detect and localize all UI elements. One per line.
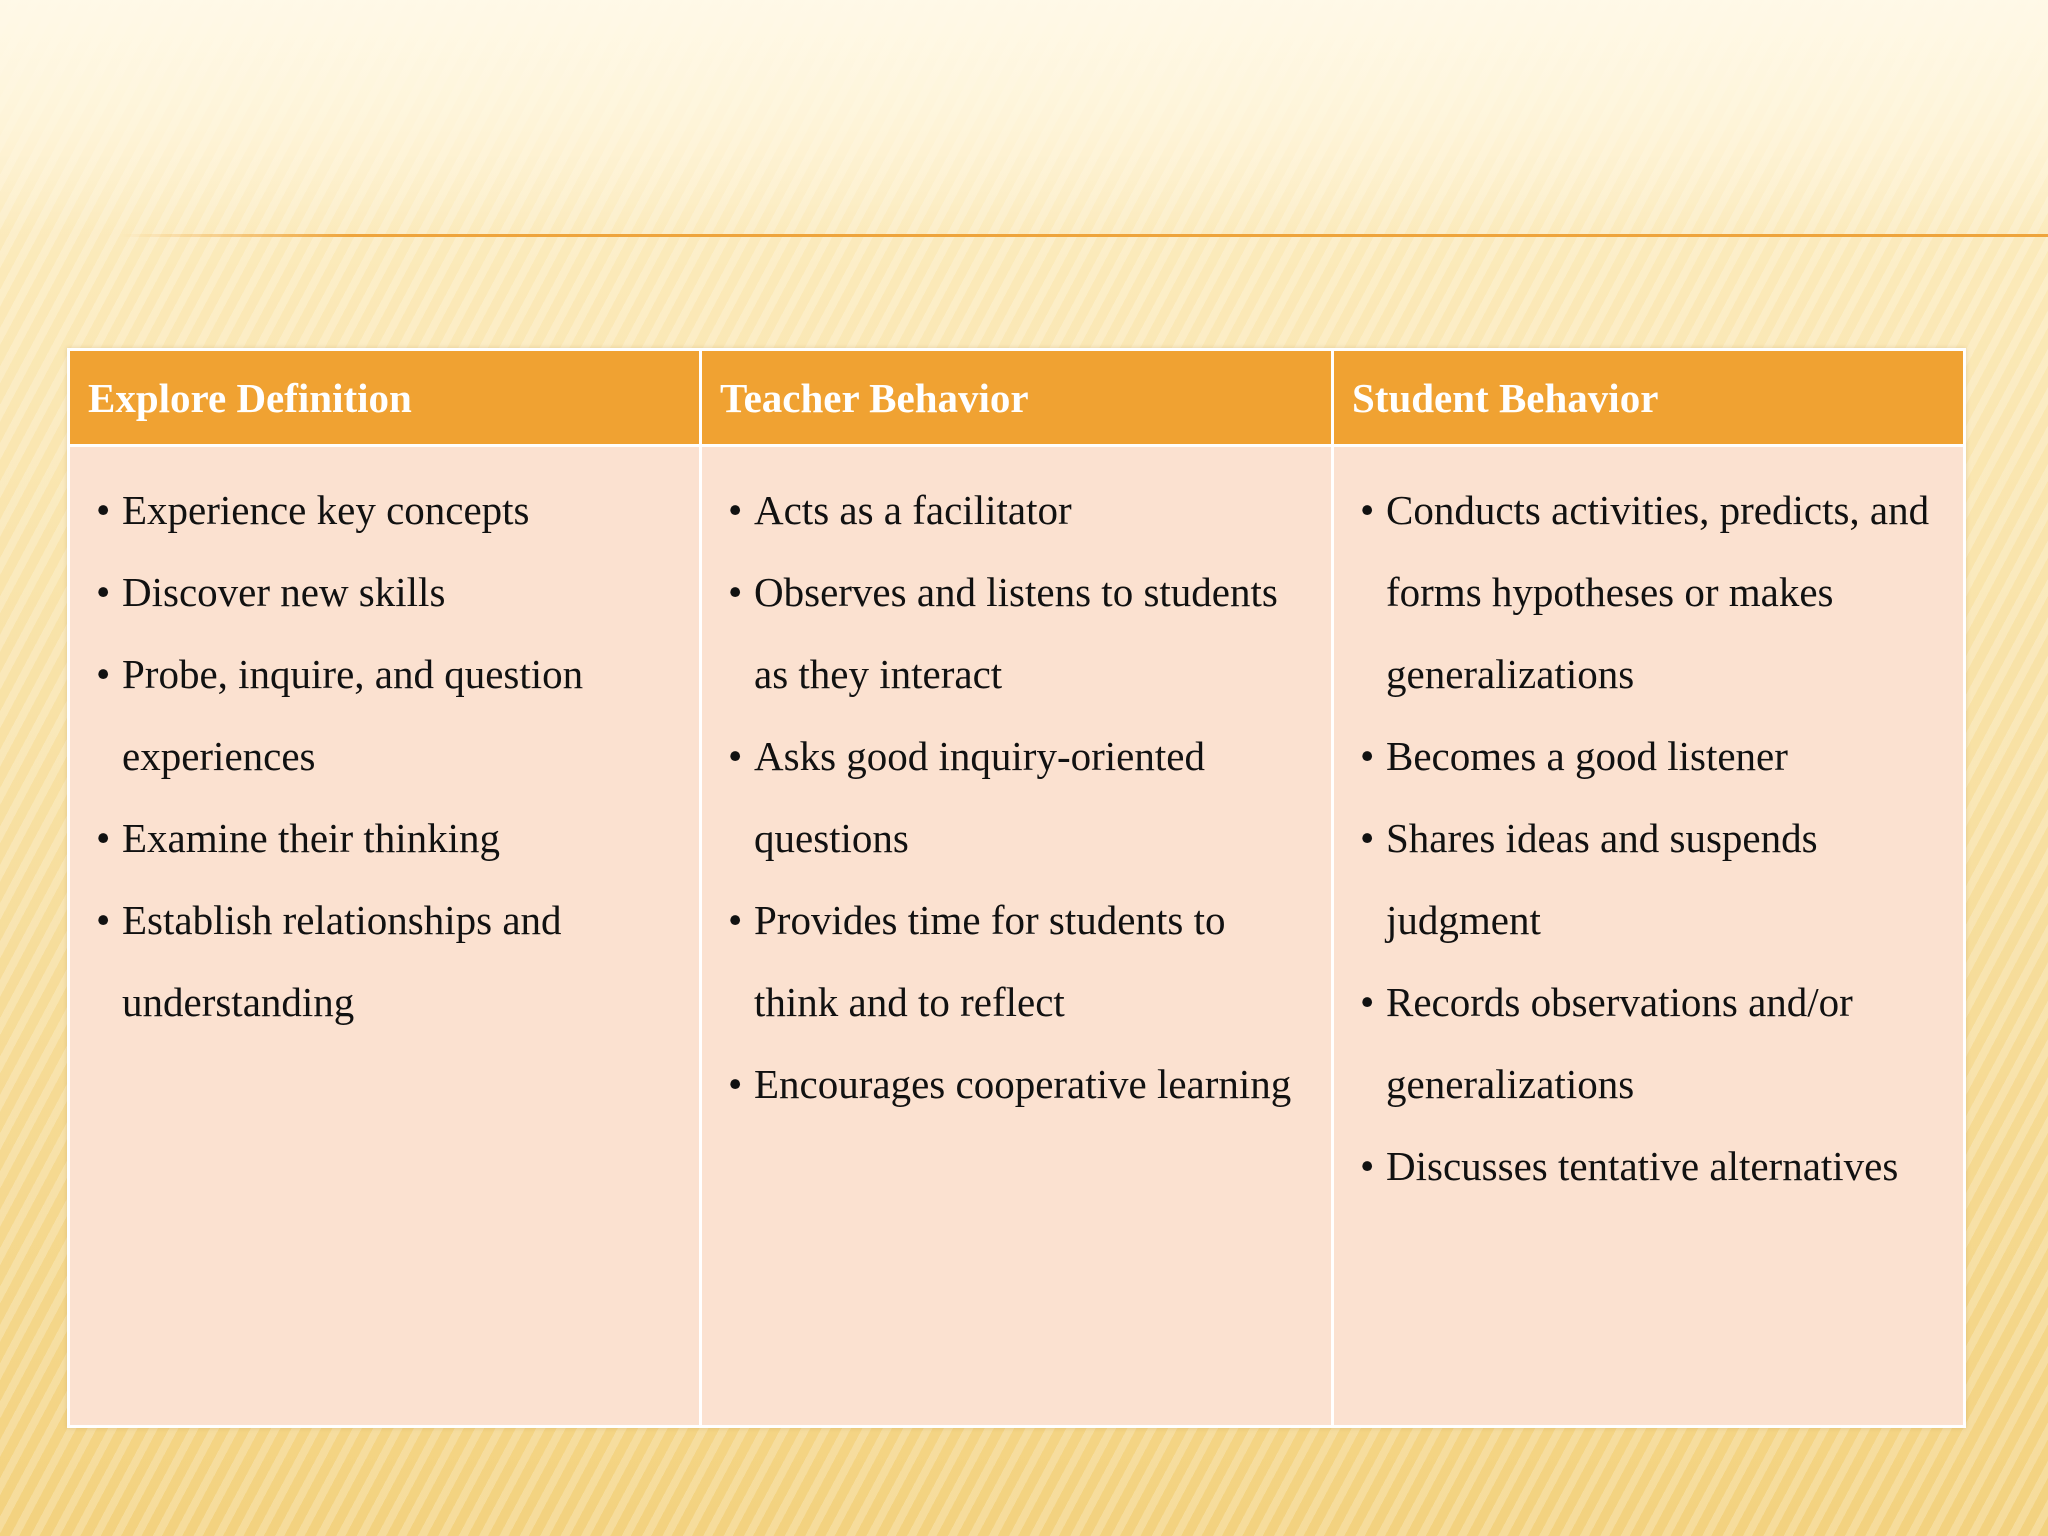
bullet-icon: • (1360, 815, 1375, 861)
header-row (69, 350, 1965, 446)
column-header-explore-definition: Explore Definition (69, 350, 701, 446)
list-item (720, 551, 1313, 715)
column-cell-explore-definition (69, 446, 701, 1427)
list-item (1352, 961, 1945, 1125)
column-header-teacher-behavior: Teacher Behavior (701, 350, 1333, 446)
list-item (720, 1043, 1313, 1125)
bullet-icon: • (1360, 487, 1375, 533)
column-cell-student-behavior (1333, 446, 1965, 1427)
bullet-icon: • (728, 733, 743, 779)
list-item-text: Establish relationships and understanding (122, 897, 562, 1025)
list-item-text: Acts as a facilitator (754, 487, 1072, 533)
list-item (88, 633, 681, 797)
list-item (1352, 469, 1945, 715)
bullet-icon: • (1360, 1143, 1375, 1189)
column-header-student-behavior: Student Behavior (1333, 350, 1965, 446)
divider-line (120, 234, 2048, 237)
list-item-text: Conducts activities, predicts, and forms hypotheses or makes generalizations (1386, 487, 1930, 697)
bullet-icon: • (96, 897, 111, 943)
list-item-text: Experience key concepts (122, 487, 530, 533)
list-item-text: Asks good inquiry-oriented questions (754, 733, 1205, 861)
bullet-icon: • (96, 487, 111, 533)
bullet-icon: • (728, 897, 743, 943)
list-item (1352, 715, 1945, 797)
list-item-text: Becomes a good listener (1386, 733, 1788, 779)
bullet-icon: • (728, 487, 743, 533)
list-item-text: Provides time for students to think and to reflect (754, 897, 1226, 1025)
list-item-text: Discusses tentative alternatives (1386, 1143, 1899, 1189)
bullet-icon: • (1360, 733, 1375, 779)
bullet-list-explore (88, 469, 681, 1043)
bullet-icon: • (96, 815, 111, 861)
column-cell-teacher-behavior (701, 446, 1333, 1427)
list-item-text: Observes and listens to students as they interact (754, 569, 1278, 697)
bullet-list-teacher (720, 469, 1313, 1125)
bullet-icon: • (728, 569, 743, 615)
bullet-icon: • (96, 569, 111, 615)
bullet-icon: • (1360, 979, 1375, 1025)
list-item (720, 469, 1313, 551)
comparison-table (67, 348, 1966, 1428)
list-item-text: Examine their thinking (122, 815, 501, 861)
list-item (88, 469, 681, 551)
list-item-text: Shares ideas and suspends judgment (1386, 815, 1818, 943)
list-item (88, 879, 681, 1043)
bullet-list-student (1352, 469, 1945, 1207)
list-item (1352, 1125, 1945, 1207)
list-item (720, 715, 1313, 879)
bullet-icon: • (96, 651, 111, 697)
list-item (88, 797, 681, 879)
bullet-icon: • (728, 1061, 743, 1107)
list-item-text: Records observations and/or generalizations (1386, 979, 1853, 1107)
list-item-text: Discover new skills (122, 569, 446, 615)
list-item-text: Probe, inquire, and question experiences (122, 651, 584, 779)
list-item (720, 879, 1313, 1043)
content-row (69, 446, 1965, 1427)
header-band (0, 0, 2048, 230)
list-item-text: Encourages cooperative learning (754, 1061, 1292, 1107)
list-item (1352, 797, 1945, 961)
list-item (88, 551, 681, 633)
